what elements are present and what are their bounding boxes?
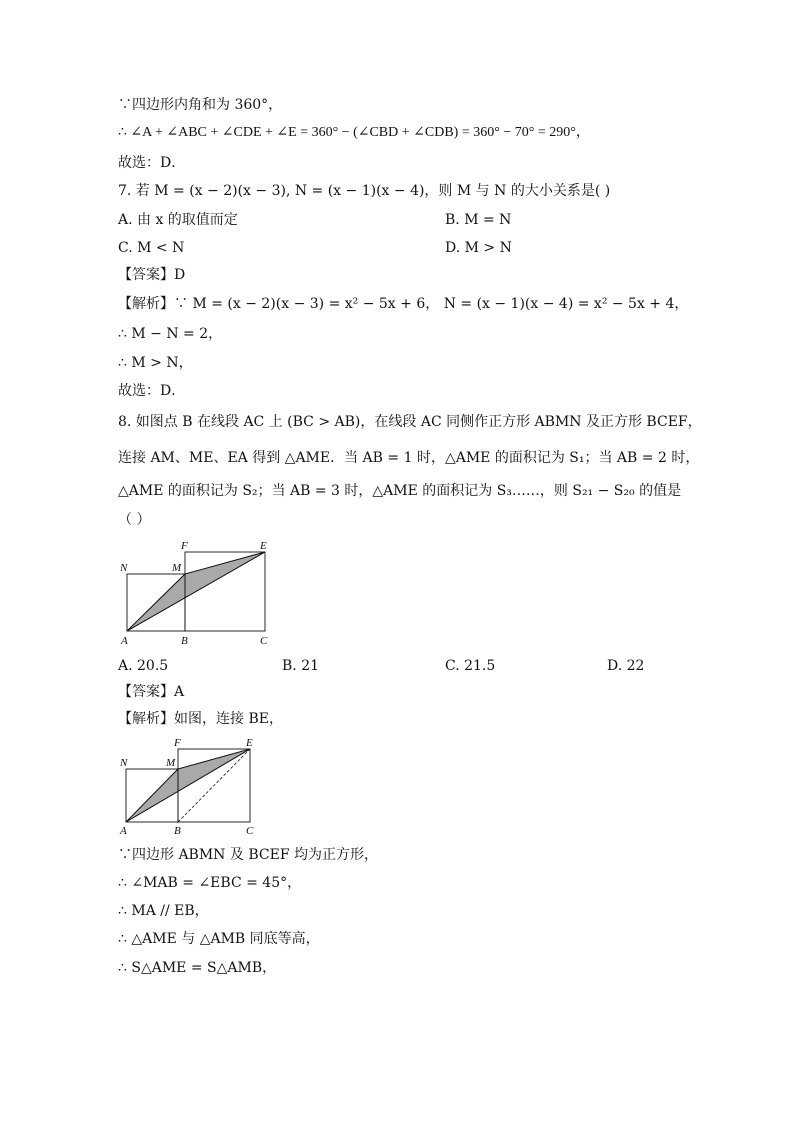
label-c: C (260, 635, 268, 647)
solution-line: 【解析】如图，连接 BE， (118, 711, 283, 727)
solution-line: 故选：D． (118, 383, 186, 399)
option-d: D. M > N (445, 240, 512, 256)
label-a: A (121, 635, 128, 647)
label-b: B (181, 635, 188, 647)
solution-line: ∵四边形 ABMN 及 BCEF 均为正方形， (118, 847, 378, 863)
geometry-figure-2 (116, 734, 266, 838)
solution-line: ∴ M > N， (118, 355, 193, 371)
label-e: E (246, 737, 253, 749)
label-b: B (174, 825, 181, 837)
solution-line: ∴ M − N = 2， (118, 326, 223, 342)
label-e: E (260, 540, 267, 552)
option-a: A. 20.5 (118, 658, 169, 674)
solution-line: ∴ S△AME = S△AMB， (118, 960, 277, 976)
text-line: ∵四边形内角和为 360°， (118, 97, 283, 113)
answer-label: 【答案】A (118, 684, 185, 700)
label-f: F (174, 737, 181, 749)
label-a: A (120, 825, 127, 837)
option-d: D. 22 (607, 658, 645, 674)
label-n: N (120, 562, 128, 574)
answer-label: 【答案】D (118, 267, 186, 283)
label-f: F (181, 540, 188, 552)
solution-line: ∴ ∠MAB = ∠EBC = 45°， (118, 875, 302, 891)
label-n: N (120, 757, 128, 769)
option-c: C. M < N (118, 240, 185, 256)
question-7: 7. 若 M = (x − 2)(x − 3), N = (x − 1)(x − 4)，则 M 与 N 的大小关系是( ) (118, 183, 611, 199)
option-b: B. 21 (282, 658, 320, 674)
label-c: C (246, 825, 254, 837)
text-line: ∴ ∠A + ∠ABC + ∠CDE + ∠E = 360° − (∠CBD + ∠CDB) = 360° − 70° = 290°， (118, 125, 590, 140)
text-line: 故选：D． (118, 155, 186, 171)
question-8-line: △AME 的面积记为 S₂；当 AB = 3 时，△AME 的面积记为 S₃……，则 S₂₁ − S₂₀ 的值是 (118, 483, 682, 499)
label-m: M (166, 757, 176, 769)
solution-line: ∴ △AME 与 △AMB 同底等高， (118, 931, 320, 947)
option-a: A. 由 x 的取值而定 (118, 212, 238, 228)
question-8-line: （ ） (118, 512, 151, 528)
solution-line: ∴ MA // EB， (118, 903, 209, 919)
question-8: 8. 如图点 B 在线段 AC 上 (BC > AB)，在线段 AC 同侧作正方形 ABMN 及正方形 BCEF， (118, 414, 702, 430)
question-8-line: 连接 AM、ME、EA 得到 △AME．当 AB = 1 时，△AME 的面积记为 S₁；当 AB = 2 时， (118, 450, 700, 466)
option-b: B. M = N (445, 212, 512, 228)
geometry-figure-1 (116, 536, 276, 648)
label-m: M (172, 562, 182, 574)
option-c: C. 21.5 (445, 658, 496, 674)
solution-line: 【解析】∵ M = (x − 2)(x − 3) = x² − 5x + 6， N = (x − 1)(x − 4) = x² − 5x + 4， (118, 296, 689, 312)
